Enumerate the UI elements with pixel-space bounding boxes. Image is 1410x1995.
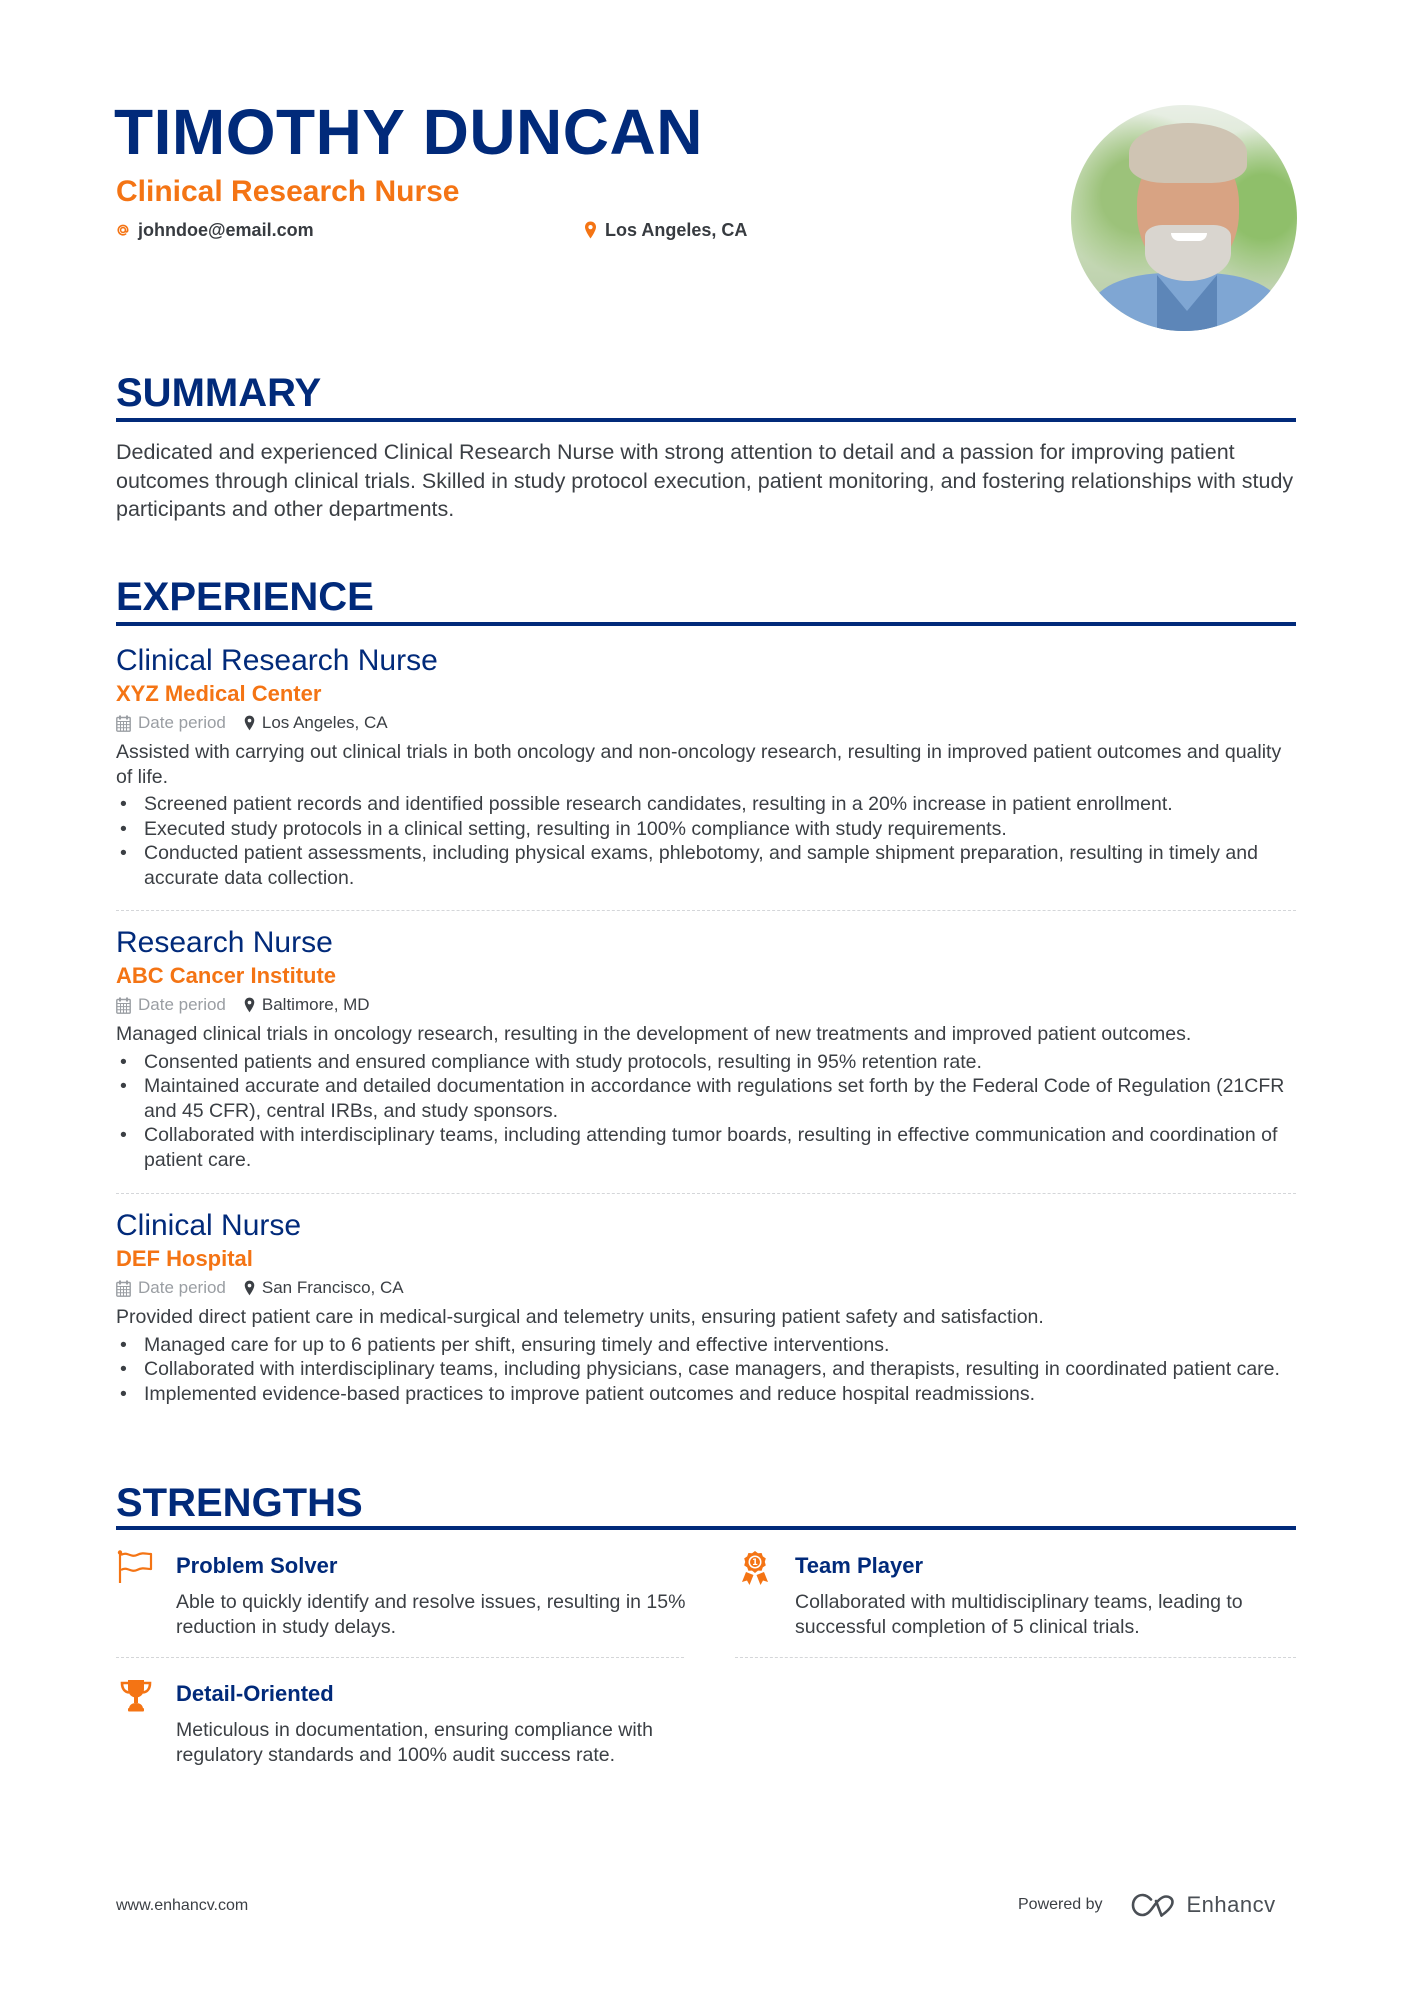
trophy-icon [116,1678,156,1714]
job-meta [116,1276,1298,1300]
calendar-icon [116,715,131,732]
job-date: Date period [116,713,226,733]
footer-website-link[interactable]: www.enhancv.com [116,1897,249,1914]
strength-description: Collaborated with multidisciplinary teams, leading to successful completion of 5 clinical trials. [795,1591,1243,1638]
enhancv-logo-icon [1131,1893,1177,1917]
job-location: Baltimore, MD [244,995,370,1015]
strength-divider [116,1657,684,1658]
strength-title: Detail-Oriented [176,1681,334,1706]
calendar-icon [116,997,131,1014]
bullet-item: • Collaborated with interdisciplinary teams, including attending tumor boards, resulting in effective communication and coordination of patient care. [116,1123,1298,1172]
footer-branding[interactable] [1018,1890,1276,1920]
bullet-item: • Conducted patient assessments, including physical exams, phlebotomy, and sample shipment preparation, resulting in timely and accurate data collection. [116,841,1298,890]
job-location: San Francisco, CA [244,1278,404,1298]
svg-text:1: 1 [752,1558,758,1569]
candidate-name: TIMOTHY DUNCAN [114,96,703,168]
location-pin-icon [244,997,255,1013]
flag-icon [116,1550,156,1586]
experience-entry [116,1208,1298,1406]
summary-rule [116,418,1296,422]
strength-description: Meticulous in documentation, ensuring compliance with regulatory standards and 100% audit success rate. [176,1719,653,1766]
calendar-icon [116,1280,131,1297]
experience-entry [116,643,1298,890]
bullet-item: • Collaborated with interdisciplinary teams, including physicians, case managers, and therapists, resulting in coordinated patient care. [116,1357,1298,1382]
contact-email[interactable] [116,218,314,242]
job-date: Date period [116,1278,226,1298]
contact-location [584,218,747,242]
experience-rule [116,622,1296,626]
experience-entry [116,925,1298,1172]
profile-photo [1071,105,1297,331]
powered-by-text: Powered by [1018,1896,1103,1913]
candidate-title: Clinical Research Nurse [116,175,460,208]
job-position: Research Nurse [116,926,333,959]
entry-divider [116,1193,1296,1194]
award-ribbon-icon [735,1550,775,1586]
job-bullets [116,1333,1298,1407]
experience-heading: EXPERIENCE [116,575,374,619]
job-position: Clinical Research Nurse [116,644,438,677]
summary-text: Dedicated and experienced Clinical Research Nurse with strong attention to detail and a passion for improving patient outcomes through clinical trials. Skilled in study protocol execution, patient monitoring, and fostering relationships with study participants and other departments. [116,440,1294,521]
job-description: Assisted with carrying out clinical trials in both oncology and non-oncology research, resulting in improved patient outcomes and quality of life. [116,741,1282,788]
bullet-item: • Managed care for up to 6 patients per shift, ensuring timely and effective interventions. [116,1333,1298,1358]
job-meta [116,993,1298,1017]
strength-divider [735,1657,1296,1658]
job-date: Date period [116,995,226,1015]
job-bullets [116,792,1298,890]
job-company: XYZ Medical Center [116,681,322,706]
bullet-item: • Screened patient records and identified possible research candidates, resulting in a 20% increase in patient enrollment. [116,792,1298,817]
bullet-item: • Consented patients and ensured compliance with study protocols, resulting in 95% retention rate. [116,1050,1298,1075]
brand-name: Enhancv [1186,1892,1276,1917]
location-pin-icon [584,221,597,239]
at-sign-icon [116,222,130,238]
strengths-heading: STRENGTHS [116,1481,363,1525]
bullet-item: • Maintained accurate and detailed documentation in accordance with regulations set forth by the Federal Code of Regulation (21CFR and 45 CFR), central IRBs, and study sponsors. [116,1074,1298,1123]
photo-hair [1129,123,1247,183]
job-location: Los Angeles, CA [244,713,388,733]
job-meta [116,711,1298,735]
summary-heading: SUMMARY [116,371,322,415]
job-description: Provided direct patient care in medical-surgical and telemetry units, ensuring patient safety and satisfaction. [116,1306,1044,1328]
entry-divider [116,910,1296,911]
strength-title: Team Player [795,1553,924,1578]
job-company: DEF Hospital [116,1246,253,1271]
job-bullets [116,1050,1298,1173]
email-text: johndoe@email.com [138,219,314,240]
bullet-item: • Implemented evidence-based practices to improve patient outcomes and reduce hospital readmissions. [116,1382,1298,1407]
strengths-rule [116,1526,1296,1530]
location-pin-icon [244,1280,255,1296]
job-description: Managed clinical trials in oncology research, resulting in the development of new treatments and improved patient outcomes. [116,1023,1192,1045]
job-position: Clinical Nurse [116,1209,302,1242]
location-text: Los Angeles, CA [605,219,748,240]
location-pin-icon [244,715,255,731]
strength-description: Able to quickly identify and resolve issues, resulting in 15% reduction in study delays. [176,1591,686,1638]
job-company: ABC Cancer Institute [116,963,337,988]
strength-title: Problem Solver [176,1553,338,1578]
photo-smile [1171,233,1207,241]
bullet-item: • Executed study protocols in a clinical setting, resulting in 100% compliance with study requirements. [116,817,1298,842]
